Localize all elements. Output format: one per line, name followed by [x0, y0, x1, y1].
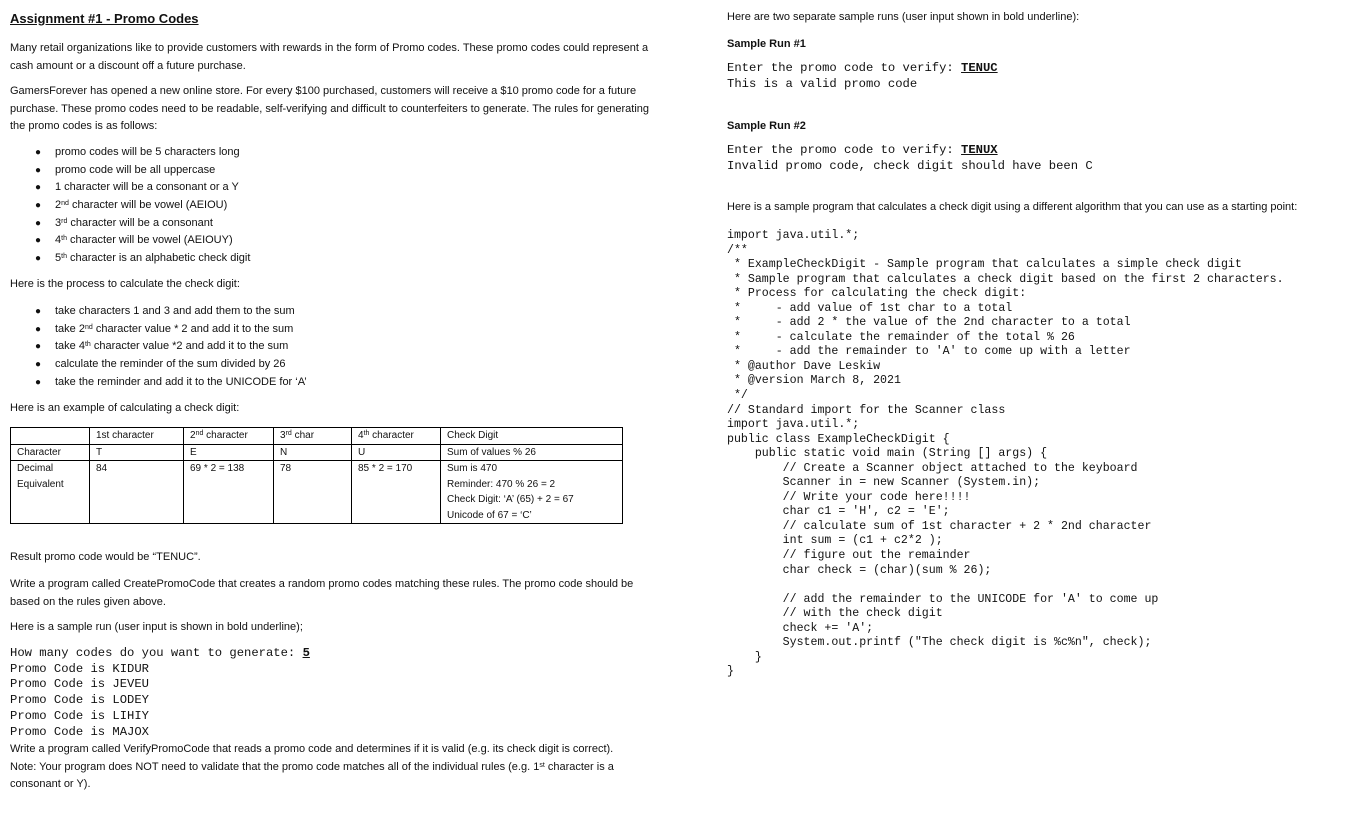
rule-item: ● 4th character will be vowel (AEIOUY): [10, 232, 250, 250]
rule-item: ● 3rd character will be a consonant: [10, 215, 250, 233]
table-header-row: [11, 428, 623, 445]
sample-run-console: [10, 646, 310, 740]
table-cell: N: [274, 444, 352, 461]
console-prompt-line: Enter the promo code to verify: TENUC: [727, 61, 998, 75]
sample-runs-intro: Here are two separate sample runs (user input shown in bold underline):: [727, 11, 1080, 23]
sample-run-1-console: [727, 61, 998, 92]
code-line: Scanner in = new Scanner (System.in);: [727, 476, 1041, 490]
console-prompt-line: Enter the promo code to verify: TENUX: [727, 143, 998, 157]
bullet-icon: ●: [35, 306, 42, 317]
verify-task-paragraph: Write a program called VerifyPromoCode that reads a promo code and determines if it is valid (e.g. its check digit is correct). Note: Your program does NOT need to validate that the promo code matches all of the individual rules (e.g. 1st character is a consonant or Y).: [10, 743, 614, 790]
code-line: // Create a Scanner object attached to the keyboard: [727, 461, 1138, 475]
code-line: */: [727, 389, 748, 403]
table-cell: 78: [274, 461, 352, 524]
sample-run-intro: Here is a sample run (user input is shown in bold underline);: [10, 621, 303, 633]
console-line: This is a valid promo code: [727, 76, 918, 91]
table-cell: Decimal Equivalent: [11, 461, 90, 524]
page-title: Assignment #1 - Promo Codes: [10, 11, 199, 26]
table-cell: 4th character: [352, 428, 441, 445]
check-digit-table: [10, 427, 623, 524]
user-input: TENUC: [961, 61, 998, 75]
table-cell: U: [352, 444, 441, 461]
intro-paragraph-2: GamersForever has opened a new online store. For every $100 purchased, customers will receive a $10 promo code for a future purchase. These promo codes need to be readable, self-verifying and difficult to counterfeiters to generate. The rules for generating the promo codes is as follows:: [10, 85, 649, 132]
example-intro: Here is an example of calculating a check digit:: [10, 402, 240, 414]
code-line: import java.util.*;: [727, 229, 860, 242]
process-list: [10, 303, 307, 391]
bullet-icon: ●: [35, 359, 42, 371]
rule-item: ● promo code will be all uppercase: [10, 162, 250, 180]
code-line: * ExampleCheckDigit - Sample program that calculates a simple check digit: [727, 258, 1242, 272]
console-line: Promo Code is LIHIY: [10, 708, 149, 723]
table-cell: 84: [90, 461, 184, 524]
code-line: char c1 = 'H', c2 = 'E';: [727, 505, 950, 519]
code-line: * Process for calculating the check digit:: [727, 287, 1027, 301]
bullet-icon: ●: [35, 200, 42, 212]
code-line: // Write your code here!!!!: [727, 490, 971, 504]
bullet-icon: ●: [35, 253, 42, 265]
code-line: // figure out the remainder: [727, 549, 971, 563]
code-line: int sum = (c1 + c2*2 );: [727, 534, 943, 548]
process-item: ● calculate the reminder of the sum divided by 26: [10, 356, 307, 374]
rule-item: ● 5th character is an alphabetic check digit: [10, 250, 250, 268]
bullet-icon: ●: [35, 235, 42, 247]
rules-list: [10, 144, 250, 268]
code-line: * @version March 8, 2021: [727, 374, 901, 388]
console-line: Invalid promo code, check digit should have been C: [727, 158, 1093, 173]
table-cell: Check Digit: [441, 428, 623, 445]
table-cell: Sum of values % 26: [441, 444, 623, 461]
table-cell: [11, 428, 90, 445]
table-cell: 2nd character: [184, 428, 274, 445]
code-line: * @author Dave Leskiw: [727, 359, 881, 373]
code-line: * - add value of 1st char to a total: [727, 301, 1013, 315]
process-item: ● take 2nd character value * 2 and add it to the sum: [10, 321, 307, 339]
console-line: Promo Code is KIDUR: [10, 661, 149, 676]
code-line: public static void main (String [] args) {: [727, 447, 1048, 461]
code-line: // with the check digit: [727, 607, 943, 621]
console-line: Promo Code is LODEY: [10, 693, 149, 708]
code-line: * - add 2 * the value of the 2nd character to a total: [727, 316, 1131, 330]
code-line: // Standard import for the Scanner class: [727, 403, 1006, 417]
bullet-icon: ●: [35, 323, 42, 335]
rule-item: ● 2nd character will be vowel (AEIOU): [10, 197, 250, 215]
process-item: ● take 4th character value *2 and add it to the sum: [10, 338, 307, 356]
code-line: check += 'A';: [727, 621, 874, 635]
bullet-icon: ●: [35, 341, 42, 353]
console-prompt-line: How many codes do you want to generate: 5: [10, 646, 310, 660]
table-cell: T: [90, 444, 184, 461]
code-line: [727, 578, 1284, 593]
result-text: Result promo code would be “TENUC”.: [10, 551, 201, 563]
code-line: char check = (char)(sum % 26);: [727, 563, 992, 577]
process-item: ● take characters 1 and 3 and add them to the sum: [10, 303, 307, 321]
table-cell: 69 * 2 = 138: [184, 461, 274, 524]
process-intro: Here is the process to calculate the check digit:: [10, 278, 240, 290]
bullet-icon: ●: [35, 217, 42, 229]
console-line: Promo Code is MAJOX: [10, 724, 149, 739]
code-line: // add the remainder to the UNICODE for 'A' to come up: [727, 592, 1159, 606]
table-row: [11, 444, 623, 461]
code-line: // calculate sum of 1st character + 2 * 2nd character: [727, 519, 1152, 533]
rule-item: ● promo codes will be 5 characters long: [10, 144, 250, 162]
console-line: Promo Code is JEVEU: [10, 677, 149, 692]
code-line: }: [727, 650, 762, 664]
user-input: 5: [302, 646, 310, 660]
intro-paragraph-1: Many retail organizations like to provide customers with rewards in the form of Promo codes. These promo codes could represent a cash amount or a discount off a future purchase.: [10, 42, 649, 72]
sample-run-1-title: Sample Run #1: [727, 38, 806, 50]
code-line: public class ExampleCheckDigit {: [727, 432, 950, 446]
bullet-icon: ●: [35, 164, 42, 176]
table-cell: Sum is 470 Reminder: 470 % 26 = 2 Check Digit: ‘A’ (65) + 2 = 67 Unicode of 67 = ‘C’: [441, 461, 623, 524]
create-task-paragraph: Write a program called CreatePromoCode that creates a random promo codes matching these rules. The promo code should be based on the rules given above.: [10, 578, 634, 608]
bullet-icon: ●: [35, 182, 42, 194]
table-cell: E: [184, 444, 274, 461]
code-line: * - add the remainder to 'A' to come up with a letter: [727, 345, 1131, 359]
code-line: }: [727, 665, 734, 679]
sample-run-2-title: Sample Run #2: [727, 120, 806, 132]
table-cell: 3rd char: [274, 428, 352, 445]
sample-run-2-console: [727, 143, 1093, 174]
sample-program-intro: Here is a sample program that calculates a check digit using a different algorithm that you can use as a starting point:: [727, 201, 1298, 213]
table-row: [11, 461, 623, 524]
code-line: System.out.printf ("The check digit is %c%n", check);: [727, 636, 1152, 650]
code-line: * Sample program that calculates a check digit based on the first 2 characters.: [727, 272, 1284, 286]
sample-code-block: [727, 229, 1284, 680]
bullet-icon: ●: [35, 376, 42, 388]
code-line: /**: [727, 243, 748, 257]
code-line: import java.util.*;: [727, 418, 860, 432]
rule-item: ● 1 character will be a consonant or a Y: [10, 179, 250, 197]
bullet-icon: ●: [35, 147, 42, 158]
table-cell: Character: [11, 444, 90, 461]
table-cell: 1st character: [90, 428, 184, 445]
user-input: TENUX: [961, 143, 998, 157]
process-item: ● take the reminder and add it to the UNICODE for ‘A’: [10, 374, 307, 392]
table-cell: 85 * 2 = 170: [352, 461, 441, 524]
code-line: * - calculate the remainder of the total % 26: [727, 330, 1075, 344]
